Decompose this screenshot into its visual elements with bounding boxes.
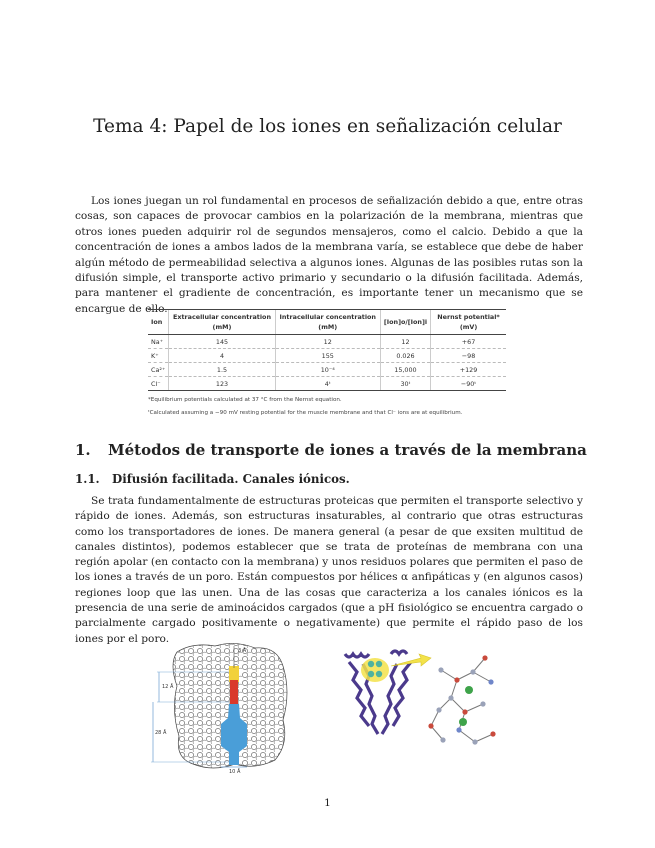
- table-cell: +129: [431, 363, 506, 377]
- page-number: 1: [324, 797, 331, 809]
- ion-sphere: [368, 671, 374, 677]
- table-cell: −90ᵗ: [431, 377, 506, 391]
- page-title: Tema 4: Papel de los iones en señalización celular: [93, 116, 562, 137]
- table-cell: 4: [169, 349, 275, 363]
- table-header-row: [148, 310, 506, 335]
- atom-spheres: [428, 655, 495, 744]
- subsection-title: Difusión facilitada. Canales iónicos.: [112, 472, 350, 486]
- table-footnote: ᵗCalculated assuming a −90 mV resting potential for the muscle membrane and that Cl⁻ ions are at equilibrium.: [148, 410, 463, 416]
- table-row: [148, 377, 506, 391]
- ion-sphere: [376, 661, 382, 667]
- subsection-number: 1.1.: [75, 472, 100, 486]
- dimension-label-top: 3 Å: [238, 648, 247, 654]
- section-number: 1.: [75, 441, 91, 459]
- table-cell: 12: [275, 335, 380, 349]
- channel-helix-figure: [335, 640, 510, 760]
- table-cell: −98: [431, 349, 506, 363]
- table-cell: 123: [169, 377, 275, 391]
- table-cell: K⁺: [148, 349, 169, 363]
- table-cell: 145: [169, 335, 275, 349]
- table-row: [148, 335, 506, 349]
- table-cell: Ca²⁺: [148, 363, 169, 377]
- dimension-label-bottom: 10 Å: [229, 769, 241, 775]
- ion-sphere: [368, 661, 374, 667]
- ion-table-figure: [148, 309, 506, 418]
- ion-sphere: [376, 671, 382, 677]
- table-cell: 30ᵗ: [380, 377, 430, 391]
- table-cell: Cl⁻: [148, 377, 169, 391]
- ion-concentration-table: [148, 309, 506, 391]
- pore-yellow-region: [229, 666, 239, 682]
- table-header: Extracellular concentration (mM): [169, 310, 275, 335]
- table-cell: 0.026: [380, 349, 430, 363]
- table-row: [148, 349, 506, 363]
- section-title: Métodos de transporte de iones a través de la membrana: [108, 441, 587, 459]
- table-cell: 155: [275, 349, 380, 363]
- subsection-heading: [75, 472, 350, 486]
- section-heading: [75, 441, 587, 459]
- table-cell: +67: [431, 335, 506, 349]
- table-header: Intracellular concentration (mM): [275, 310, 380, 335]
- table-row: [148, 363, 506, 377]
- pore-red-selectivity-filter: [230, 680, 238, 704]
- dimension-label-middle: 28 Å: [155, 730, 167, 736]
- table-footnote: *Equilibrium potentials calculated at 37 °C from the Nernst equation.: [148, 397, 342, 403]
- table-cell: 1.5: [169, 363, 275, 377]
- table-header: [Ion]o/[Ion]i: [380, 310, 430, 335]
- table-cell: 12: [380, 335, 430, 349]
- selectivity-filter-highlight: [361, 658, 389, 682]
- section-paragraph: Se trata fundamentalmente de estructuras proteicas que permiten el transporte selectivo y rápido de iones. Además, son estructuras insaturables, al contrario que otras estructuras como los transportadores de iones. De manera general (a pesar de que exsiten multitud de canales distintos), podemos establecer que se trata de proteínas de membrana con una región apolar (en contacto con la membrana) y unos residuos polares que permiten el paso de los iones a través de un poro. Están compuestos por hélices α anfipáticas y (en algunos casos) regiones loop que las unen. Una de las cosas que caracteriza a los canales iónicos es la presencia de una serie de aminoácidos cargados (que a pH fisiológico se encuentra cargado o parcialmente cargado positivamente o negativamente) que permite el rápido paso de los iones por el poro.: [75, 495, 583, 645]
- table-cell: 15,000: [380, 363, 430, 377]
- table-cell: Na⁺: [148, 335, 169, 349]
- intro-paragraph: Los iones juegan un rol fundamental en procesos de señalización debido a que, entre otras cosas, son capaces de provocar cambios en la polarización de la membrana, mientras que otros iones pueden adquirir rol de segundos mensajeros, como el calcio. Debido a que la concentración de iones a ambos lados de la membrana varía, se establece que debe de haber algún método de permeabilidad selectiva a algunos iones. Algunas de las posibles rutas son la difusión simple, el transporte activo primario y secundario o la difusión facilitada. Además, para mantener el gradiente de concentración, es importante tener un mecanismo que se encargue de ello.: [75, 195, 583, 315]
- table-cell: 10⁻⁴: [275, 363, 380, 377]
- channel-pore-figure: [143, 640, 303, 775]
- dimension-label-upper: 12 Å: [162, 684, 174, 690]
- table-header: Ion: [148, 310, 169, 335]
- table-header: Nernst potential* (mV): [431, 310, 506, 335]
- table-cell: 4ᵗ: [275, 377, 380, 391]
